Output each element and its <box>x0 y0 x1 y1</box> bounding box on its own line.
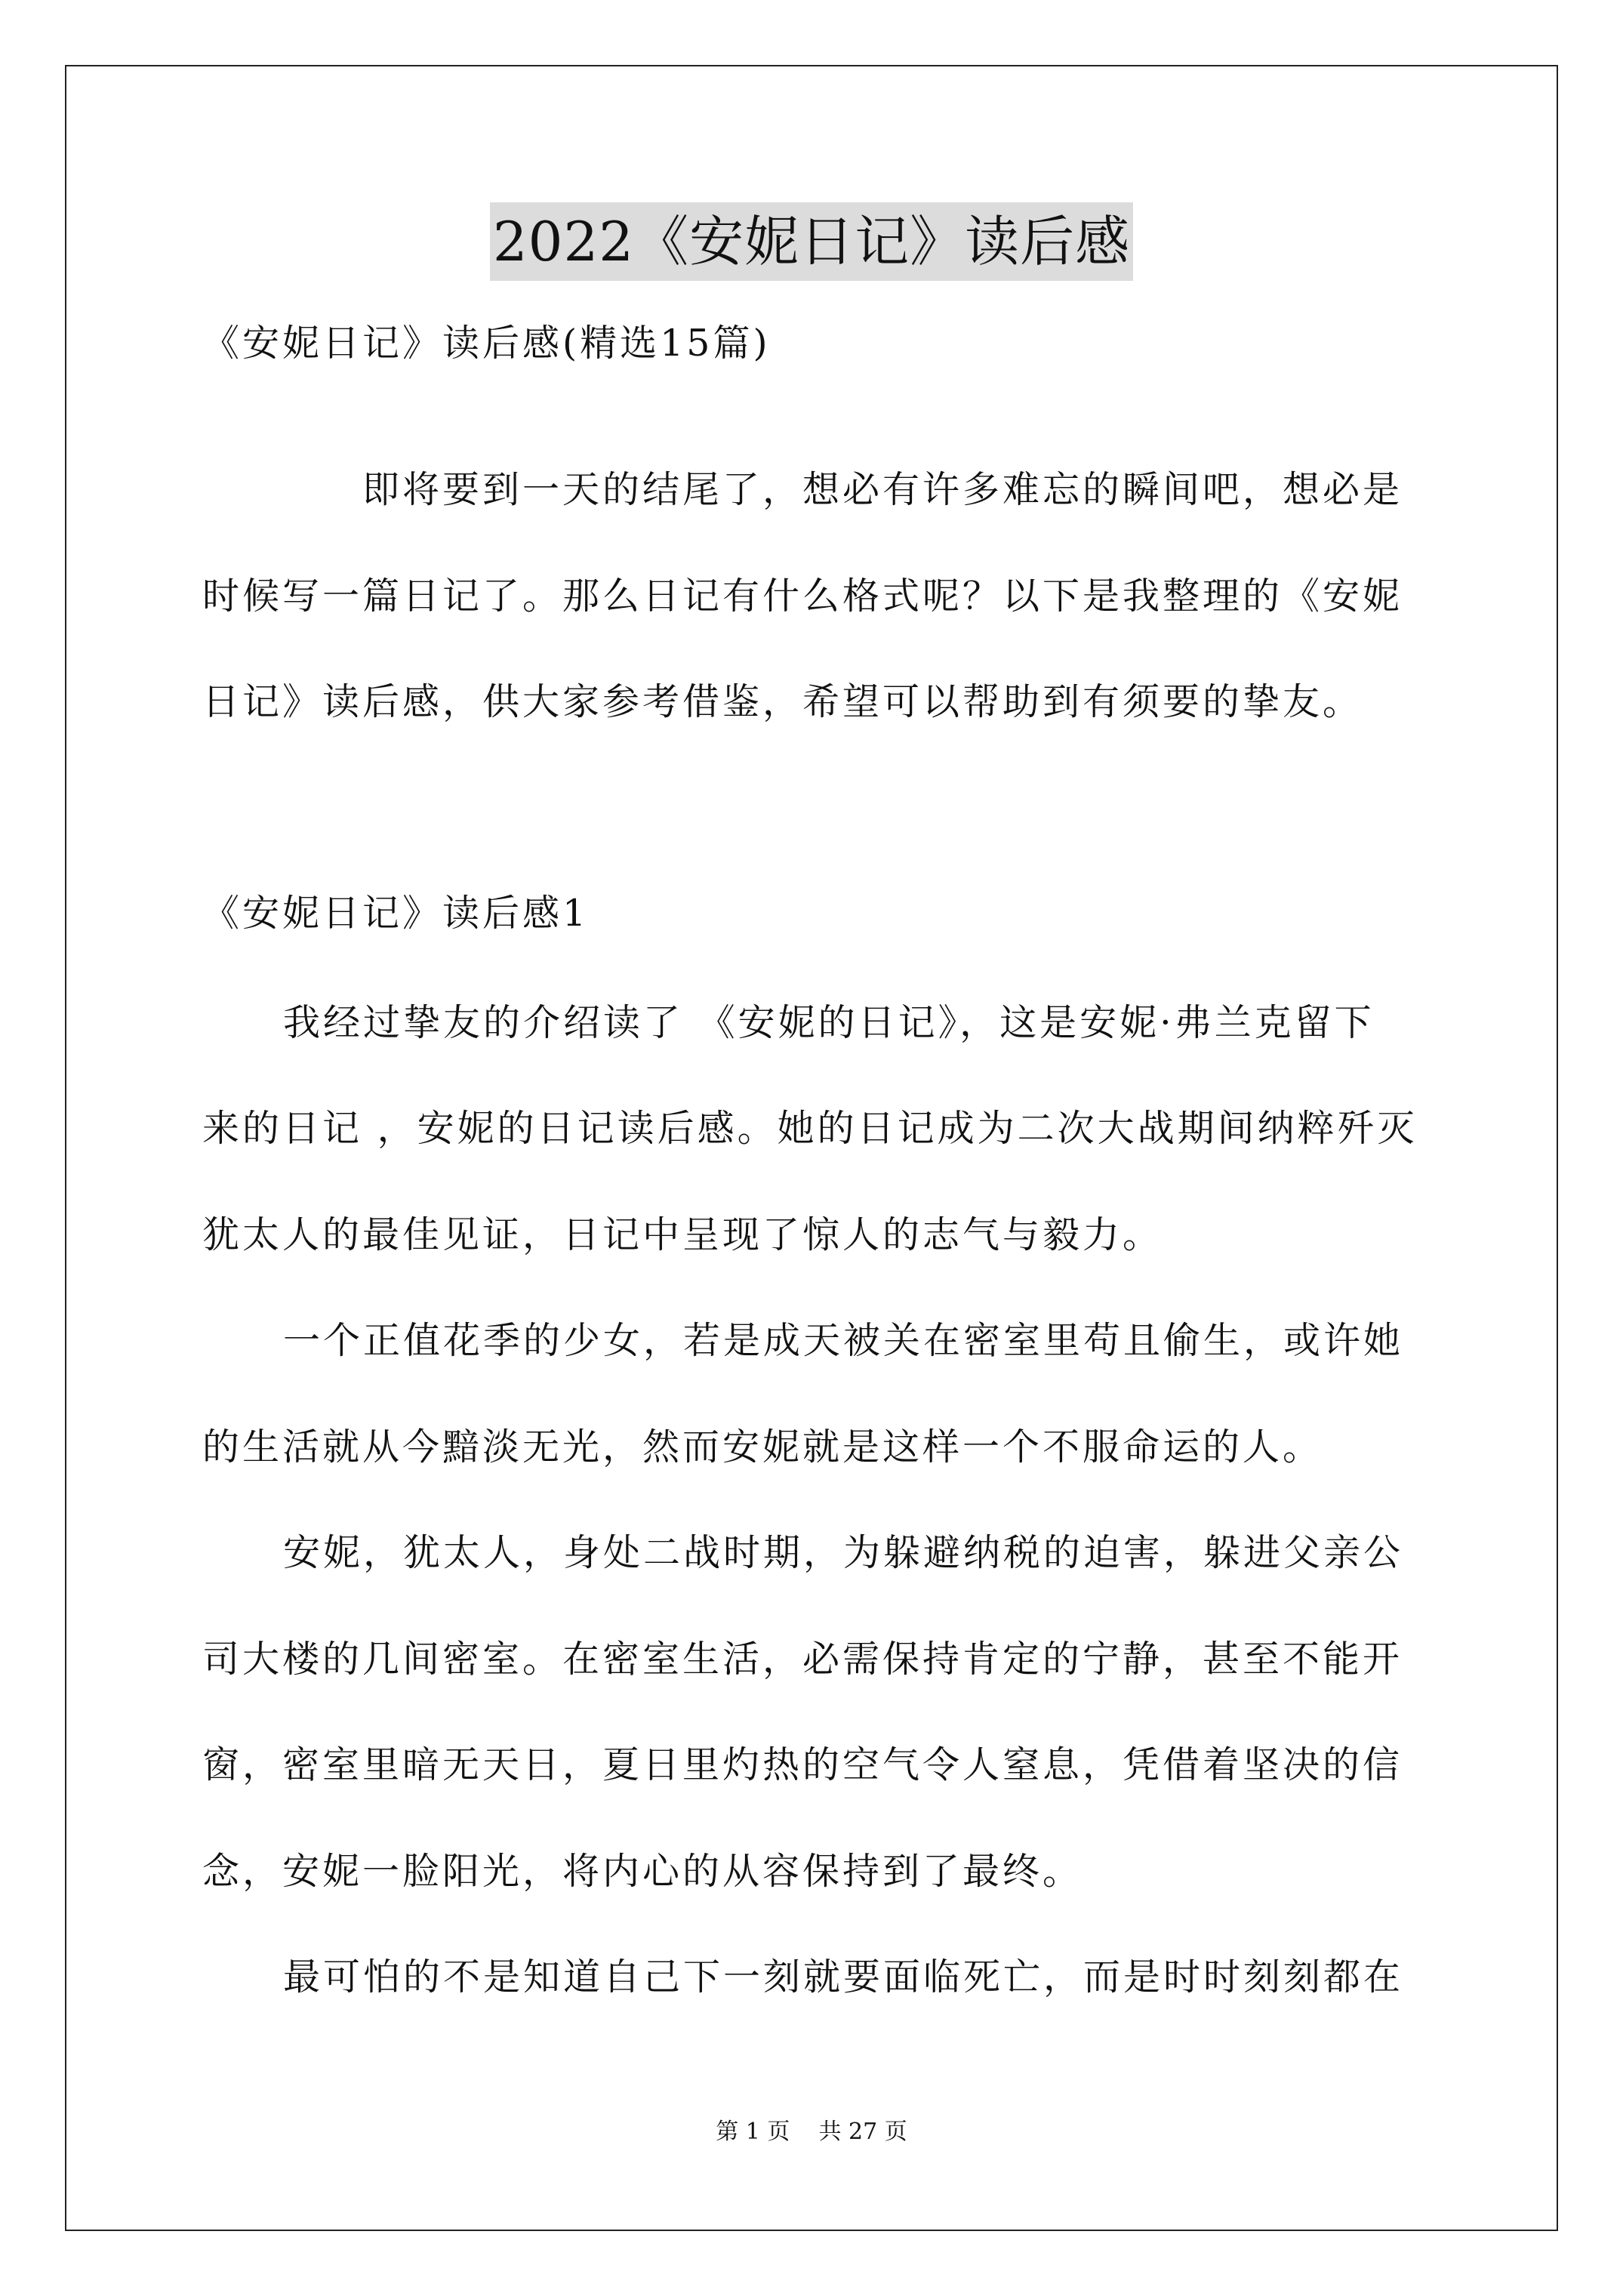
body-line-5: 的生活就从今黯淡无光，然而安妮就是这样一个不服命运的人。 <box>202 1425 1323 1469</box>
intro-line-1: 即将要到一天的结尾了，想必有许多难忘的瞬间吧，想必是 <box>362 468 1403 511</box>
body-line-7: 司大楼的几间密室。在密室生活，必需保持肯定的宁静，甚至不能开 <box>202 1638 1403 1681</box>
document-title: 2022《安妮日记》读后感 <box>490 202 1133 281</box>
title-container <box>0 202 1623 281</box>
page-footer: 第 1 页 共 27 页 <box>716 2119 907 2145</box>
body-line-6: 安妮，犹太人，身处二战时期，为躲避纳税的迫害，躲进父亲公 <box>283 1531 1404 1574</box>
subtitle: 《安妮日记》读后感(精选15篇) <box>202 322 771 365</box>
body-line-3: 犹太人的最佳见证，日记中呈现了惊人的志气与毅力。 <box>202 1213 1163 1256</box>
body-line-10: 最可怕的不是知道自己下一刻就要面临死亡，而是时时刻刻都在 <box>283 1955 1404 1999</box>
body-line-2: 来的日记 ，安妮的日记读后感。她的日记成为二次大战期间纳粹歼灭 <box>202 1107 1418 1150</box>
intro-line-3: 日记》读后感，供大家参考借鉴，希望可以帮助到有须要的挚友。 <box>202 680 1363 723</box>
section-heading: 《安妮日记》读后感1 <box>202 892 590 935</box>
body-line-9: 念，安妮一脸阳光，将内心的从容保持到了最终。 <box>202 1850 1083 1893</box>
intro-line-2: 时候写一篇日记了。那么日记有什么格式呢？以下是我整理的《安妮 <box>202 575 1403 618</box>
body-line-8: 窗，密室里暗无天日，夏日里灼热的空气令人窒息，凭借着坚决的信 <box>202 1743 1403 1786</box>
body-line-4: 一个正值花季的少女，若是成天被关在密室里苟且偷生，或许她 <box>283 1319 1404 1362</box>
body-line-1: 我经过挚友的介绍读了 《安妮的日记》，这是安妮·弗兰克留下 <box>283 1001 1375 1044</box>
